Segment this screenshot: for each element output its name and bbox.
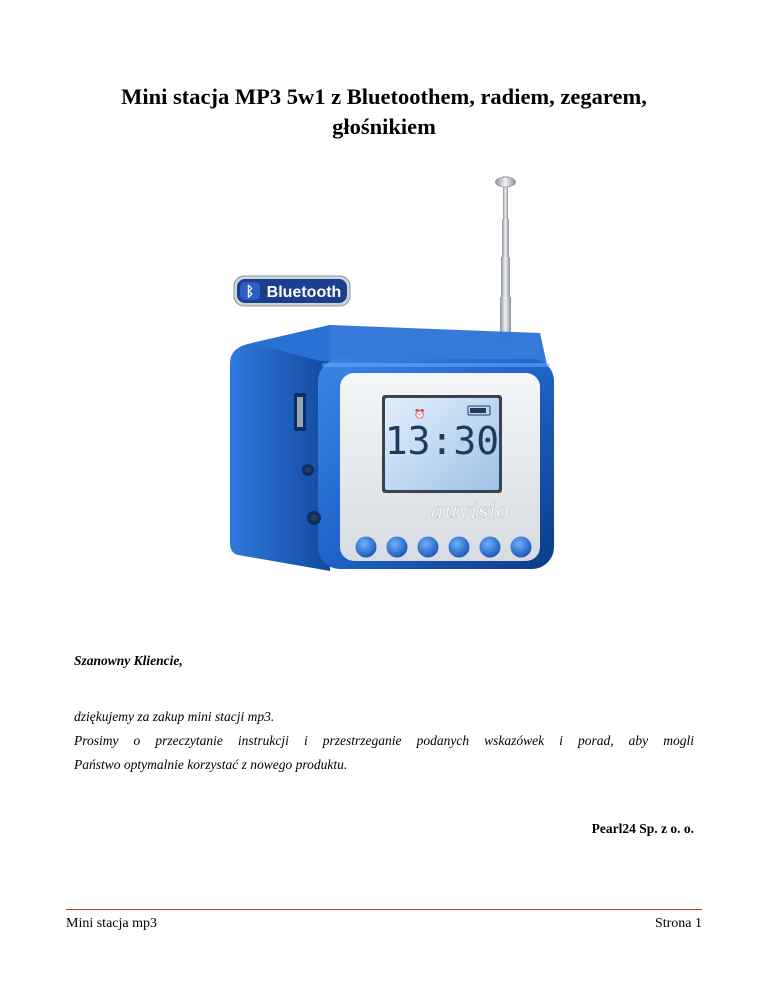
power-button[interactable]	[511, 537, 532, 558]
prev-volume-down-button[interactable]	[387, 537, 408, 558]
greeting: Szanowny Kliencie,	[74, 653, 183, 668]
bluetooth-badge	[234, 276, 350, 306]
next-volume-up-button[interactable]	[418, 537, 439, 558]
title-line-1: Mini stacja MP3 5w1 z Bluetoothem, radiem, zegarem,	[121, 84, 647, 109]
product-image	[222, 173, 562, 583]
display-time: 13:30	[384, 419, 500, 463]
title-line-2: głośnikiem	[332, 114, 436, 139]
footer-rule	[66, 909, 702, 910]
play-pause-button[interactable]	[356, 537, 377, 558]
intro-paragraph-line-2: Prosimy o przeczytanie instrukcji i przestrzeganie podanych wskazówek i porad, aby mogli	[74, 733, 694, 748]
clock-button[interactable]	[480, 537, 501, 558]
footer-page-number: Strona 1	[654, 916, 702, 931]
intro-paragraph-line-3: Państwo optymalnie korzystać z nowego produktu.	[74, 757, 348, 772]
brand-logo: auvisio	[430, 499, 510, 524]
signature: Pearl24 Sp. z o. o.	[591, 821, 694, 836]
mode-button[interactable]	[449, 537, 470, 558]
intro-paragraph-line-1: dziękujemy za zakup mini stacji mp3.	[74, 709, 275, 724]
antenna	[496, 176, 516, 341]
alarm-icon: ⏰	[414, 410, 426, 420]
bluetooth-badge-label: Bluetooth	[266, 284, 342, 301]
bluetooth-icon: ᛒ	[245, 283, 255, 299]
footer-document-name: Mini stacja mp3	[66, 916, 157, 931]
document-title	[60, 82, 708, 142]
lcd-display	[382, 395, 502, 493]
